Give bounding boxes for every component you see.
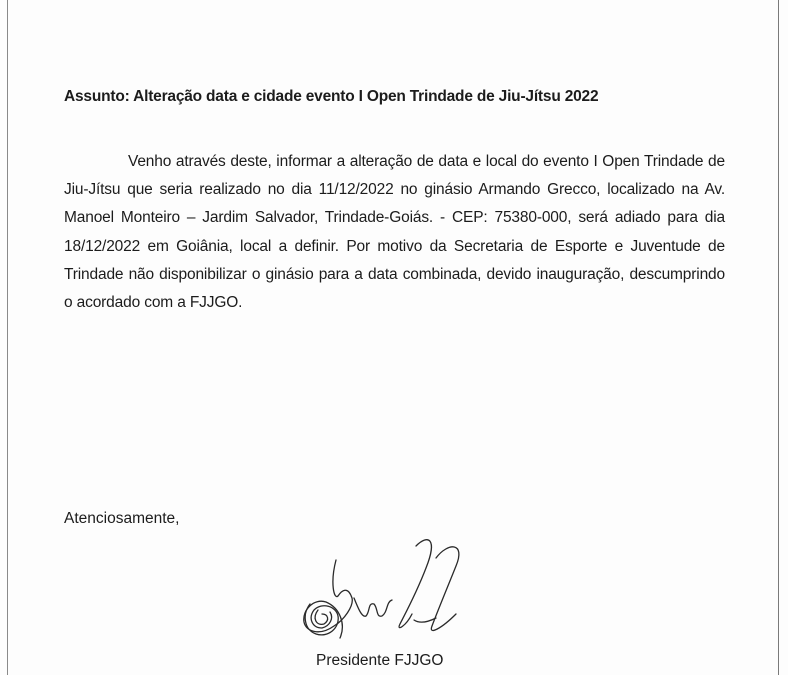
letter-body <box>64 148 725 317</box>
letter-body-paragraph: Venho através deste, informar a alteração de data e local do evento I Open Trindade de Jiu-Jítsu que seria realizado no dia 11/12/2022 no ginásio Armando Grecco, localizado na Av. Manoel Monteiro – Jardim Salvador, Trindade-Goiás. - CEP: 75380-000, será adiado para dia 18/12/2022 em Goiânia, local a definir. Por motivo da Secretaria de Esporte e Juventude de Trindade não disponibilizar o ginásio para a data combinada, devido inauguração, descumprindo o acordado com a FJJGO. <box>64 153 725 312</box>
signature-icon <box>296 528 486 653</box>
signature-strokes <box>304 540 459 638</box>
letter-closing: Atenciosamente, <box>64 510 180 527</box>
page-left-edge <box>7 0 8 675</box>
letter-subject: Assunto: Alteração data e cidade evento I Open Trindade de Jiu-Jítsu 2022 <box>64 88 599 105</box>
signer-title: Presidente FJJGO <box>316 652 444 669</box>
page-right-edge <box>778 0 779 675</box>
